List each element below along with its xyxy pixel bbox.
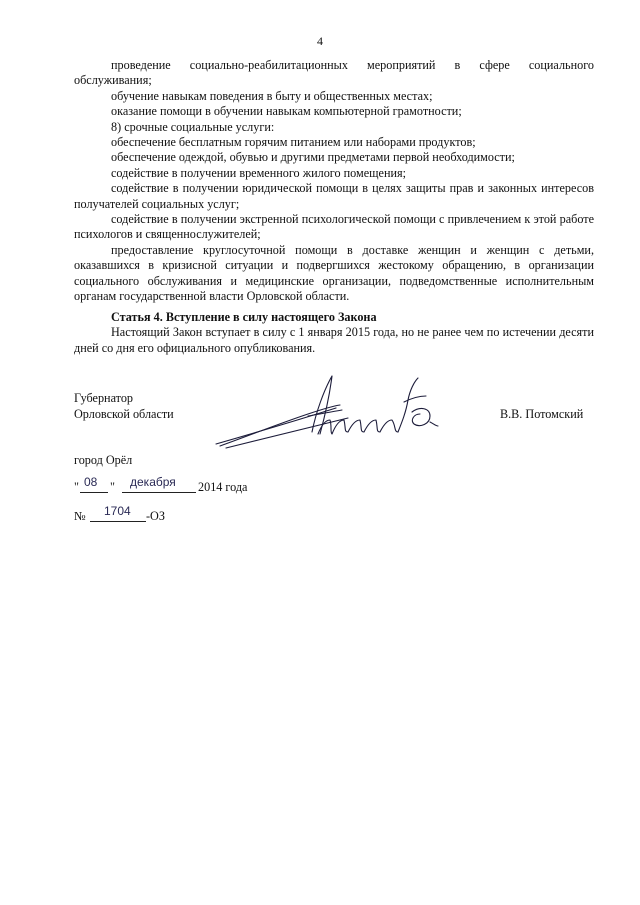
place-of-signing: город Орёл <box>74 453 133 467</box>
list-item: содействие в получении временного жилого помещения; <box>111 165 406 180</box>
list-item: оказание помощи в обучении навыкам компьютерной грамотности; <box>111 104 462 119</box>
list-item: предоставление круглосуточной помощи в доставке женщин и женщин с детьми, оказавшихся в кризисной ситуации и подвергшихся жестокому обращению, в организации социального обслуживания и медицинские организации, подведомственные исполнительным органам государственной власти Орловской области. <box>74 242 594 304</box>
date-line <box>74 475 334 496</box>
list-item: обеспечение одеждой, обувью и другими предметами первой необходимости; <box>111 150 515 165</box>
article-4 <box>74 310 594 356</box>
number-value: 1704 <box>104 504 131 518</box>
list-item: обеспечение бесплатным горячим питанием или наборами продуктов; <box>111 135 476 150</box>
list-item: содействие в получении юридической помощи в целях защиты прав и законных интересов получателей социальных услуг; <box>74 181 594 211</box>
article-text: Настоящий Закон вступает в силу с 1 января 2015 года, но не ранее чем по истечении десяти дней со дня его официального опубликования. <box>74 325 594 355</box>
date-year: 2014 года <box>198 480 248 494</box>
list-item: проведение социально-реабилитационных мероприятий в сфере социального обслуживания; <box>74 58 594 88</box>
page-number: 4 <box>317 34 323 48</box>
list-item: 8) срочные социальные услуги: <box>111 119 275 134</box>
services-list <box>74 58 594 305</box>
signatory-title-line1: Губернатор <box>74 391 134 405</box>
signatory-title-line2: Орловской области <box>74 407 174 421</box>
number-suffix: -ОЗ <box>146 509 165 523</box>
date-day: 08 <box>84 475 98 489</box>
date-close-quote: " <box>110 480 115 494</box>
date-month-underline <box>122 492 196 493</box>
handwritten-signature <box>208 372 458 452</box>
date-open-quote: " <box>74 480 79 494</box>
number-underline <box>90 521 146 522</box>
article-heading: Статья 4. Вступление в силу настоящего Закона <box>111 310 377 324</box>
number-prefix: № <box>74 509 86 523</box>
list-item: обучение навыкам поведения в быту и общественных местах; <box>111 88 433 103</box>
list-item: содействие в получении экстренной психологической помощи с привлечением к этой работе психологов и священнослужителей; <box>74 212 594 242</box>
date-month: декабря <box>130 475 176 489</box>
law-number-line <box>74 504 274 525</box>
signatory-name: В.В. Потомский <box>500 407 584 421</box>
date-day-underline <box>80 492 108 493</box>
